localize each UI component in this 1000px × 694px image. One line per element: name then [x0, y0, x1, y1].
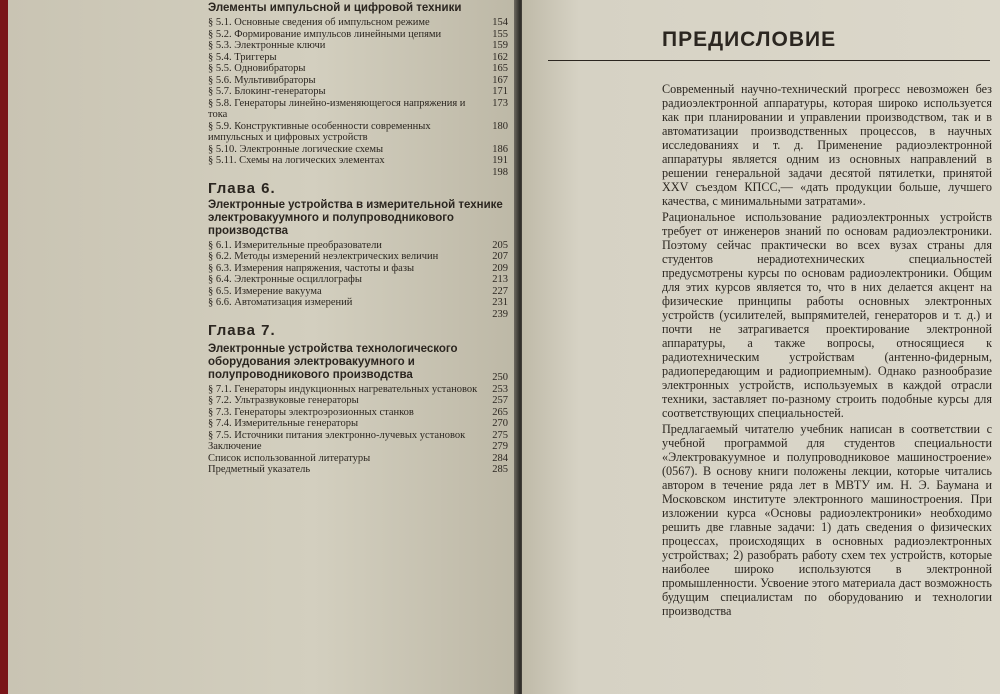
page-number: 279: [492, 441, 508, 452]
page-number: 198: [492, 166, 508, 178]
page-number: 239: [492, 308, 508, 320]
toc-entry-title: § 5.6. Мультивибраторы: [208, 74, 316, 86]
chapter-title: Глава 6.: [208, 180, 276, 197]
chapter-title: Глава 7.: [208, 322, 276, 339]
preface-body: [662, 82, 992, 620]
page-number: 265: [492, 406, 508, 418]
toc-row: [208, 286, 508, 298]
title-rule: [548, 60, 990, 61]
toc-entry-title: [208, 167, 480, 179]
page-number: 270: [492, 418, 508, 429]
toc-entry-title: § 5.4. Триггеры: [208, 51, 277, 63]
toc-entry-title: § 6.6. Автоматизация измерений: [208, 297, 353, 308]
toc-entry-title: § 5.1. Основные сведения об импульсном режиме: [208, 17, 430, 28]
toc-row: [208, 464, 508, 476]
toc-entry-title: § 6.1. Измерительные преобразователи: [208, 239, 382, 251]
toc-entry-title: Предметный указатель: [208, 464, 311, 475]
page-number: 227: [492, 285, 508, 297]
page-number: 171: [492, 86, 508, 97]
toc-entry-title: § 5.7. Блокинг-генераторы: [208, 86, 326, 97]
page-number: 180: [492, 120, 508, 132]
toc-row: [208, 418, 508, 430]
toc-row: [208, 263, 508, 275]
toc-list: [208, 17, 508, 178]
toc-row: [208, 309, 508, 321]
chapter-heading: Электронные устройства в измерительной технике электровакуумного и полупроводникового производства: [208, 198, 503, 237]
toc-row: [208, 441, 508, 453]
toc-row: [208, 75, 508, 87]
toc-entry-title: § 5.8. Генераторы линейно-изменяющегося напряжения и тока: [208, 97, 466, 120]
right-page: [522, 0, 1000, 694]
page-number: 162: [492, 51, 508, 63]
page-number: 154: [492, 17, 508, 28]
toc-row: [208, 341, 508, 384]
page-number: 167: [492, 74, 508, 86]
toc-row: [208, 17, 508, 29]
toc-row: [208, 98, 508, 121]
toc-entry-title: [208, 309, 480, 321]
toc-row: [208, 251, 508, 263]
preface-paragraph: Рациональное использование радиоэлектронных устройств требует от инженеров знаний по основам радиоэлектроники. Поэтому сейчас практически во всех вузах страны для студентов нерадиотехнических специальностей предусмотрены курсы по основам радиоэлектроники. Общим для этих курсов является то, что в них делается акцент на физические принципы работы основных электронных устройств (усилителей, выпрямителей, генераторов и т. д.) и почти не затрагивается проектирование электронной аппаратуры, а также вопросы, относящиеся к радиотехническим устройствам (антенно-фидерным, радиопередающим и радиоприемным). Однако разнообразие электронных устройств, используемых в каждой отрасли техники, заставляет по-разному строить подобные курсы для соответствующих специальностей.: [662, 210, 992, 420]
toc-row: [208, 167, 508, 179]
page-number: 257: [492, 395, 508, 406]
table-of-contents: [208, 0, 508, 476]
toc-entry-title: § 5.3. Электронные ключи: [208, 40, 326, 51]
page-title: ПРЕДИСЛОВИЕ: [662, 28, 837, 51]
toc-entry-title: § 6.4. Электронные осциллографы: [208, 274, 362, 285]
toc-entry-title: Заключение: [208, 441, 262, 452]
toc-entry-title: § 5.9. Конструктивные особенности современных импульсных и цифровых устройств: [208, 120, 431, 143]
page-number: 231: [492, 297, 508, 308]
toc-row: [208, 430, 508, 442]
toc-row: [208, 155, 508, 167]
toc-entry-title: § 5.11. Схемы на логических элементах: [208, 155, 385, 166]
toc-entry-title: § 7.2. Ультразвуковые генераторы: [208, 395, 359, 406]
toc-entry-title: § 6.3. Измерения напряжения, частоты и фазы: [208, 262, 415, 274]
page-number: 275: [492, 429, 508, 441]
page-number: 213: [492, 274, 508, 285]
left-page: [8, 0, 518, 694]
section-heading: Элементы импульсной и цифровой техники: [208, 2, 462, 14]
page-number: 191: [492, 155, 508, 166]
page-number: 250: [492, 372, 508, 383]
toc-entry-title: § 7.3. Генераторы электроэрозионных станков: [208, 406, 414, 418]
page-number: 285: [492, 464, 508, 475]
page-number: 207: [492, 251, 508, 262]
toc-row: [208, 86, 508, 98]
toc-entry-title: § 7.5. Источники питания электронно-лучевых установок: [208, 429, 466, 441]
chapter-heading: Электронные устройства технологического оборудования электровакуумного и полупроводникового производства: [208, 342, 458, 381]
toc-row: [208, 395, 508, 407]
page-number: 284: [492, 452, 508, 464]
toc-entry-title: § 6.5. Измерение вакуума: [208, 285, 322, 297]
toc-entry-title: § 6.2. Методы измерений неэлектрических величин: [208, 251, 439, 262]
toc-row: [208, 407, 508, 419]
toc-entry-title: § 5.5. Одновибраторы: [208, 63, 306, 74]
toc-entry-title: § 5.2. Формирование импульсов линейными цепями: [208, 28, 442, 40]
toc-row: [208, 29, 508, 41]
page-number: 165: [492, 63, 508, 74]
toc-entry-title: § 7.1. Генераторы индукционных нагревательных установок: [208, 383, 478, 395]
toc-entry-title: § 5.10. Электронные логические схемы: [208, 143, 384, 155]
toc-row: [208, 274, 508, 286]
toc-row: [208, 40, 508, 52]
toc-row: [208, 63, 508, 75]
page-number: 209: [492, 262, 508, 274]
preface-paragraph: Современный научно-технический прогресс невозможен без радиоэлектронной аппаратуры, которая широко используется как при планировании и управлении производством, так и в автоматизации производственных процессов, в научных исследованиях и т. д. Применение радиоэлектронной аппаратуры является одним из основных направлений в решении генеральной задачи десятой пятилетки, принятой XXV съездом КПСС,— «дать продукции больше, лучшего качества, с минимальными затратами».: [662, 82, 992, 208]
toc-list: [208, 384, 508, 476]
preface-paragraph: Предлагаемый читателю учебник написан в соответствии с учебной программой для студентов специальности «Электровакуумное и полупроводниковое машиностроение» (0567). В основу книги положены лекции, которые читались автором в течение ряда лет в МВТУ им. Н. Э. Баумана и Московском институте электронного машиностроения. При изложении курса «Основы радиоэлектроники» необходимо решить две главные задачи: 1) дать сведения о физических процессах, происходящих в основных радиоэлектронных устройствах; 2) разобрать работу схем тех устройств, которые наиболее широко используются в электронной промышленности. Усвоение этого материала даст возможность будущим специалистам по оборудованию и технологии производства: [662, 422, 992, 618]
page-number: 173: [492, 97, 508, 109]
toc-row: [208, 297, 508, 309]
page-number: 253: [492, 383, 508, 395]
toc-row: [208, 144, 508, 156]
toc-row: [208, 240, 508, 252]
toc-list: [208, 240, 508, 321]
toc-row: [208, 384, 508, 396]
page-number: 186: [492, 143, 508, 155]
toc-entry-title: Список использованной литературы: [208, 452, 371, 464]
page-number: 205: [492, 239, 508, 251]
toc-row: [208, 52, 508, 64]
page-number: 155: [492, 28, 508, 40]
page-number: 159: [492, 40, 508, 51]
toc-row: [208, 121, 508, 144]
toc-row: [208, 453, 508, 465]
toc-entry-title: § 7.4. Измерительные генераторы: [208, 418, 358, 429]
